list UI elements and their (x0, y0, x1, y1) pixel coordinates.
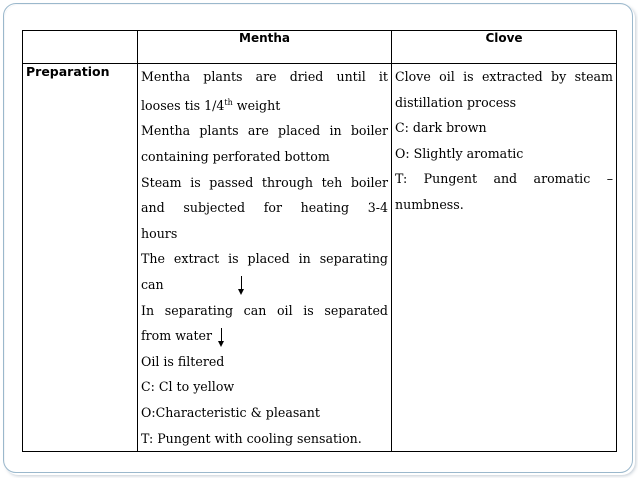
mentha-text: from water (141, 328, 213, 344)
mentha-line: C: Cl to yellow (141, 379, 235, 395)
clove-line: distillation process (395, 94, 517, 110)
clove-line: T: Pungent and aromatic – (395, 171, 613, 187)
comparison-table (22, 30, 617, 452)
down-arrow-icon (218, 328, 225, 346)
mentha-line (141, 272, 388, 298)
mentha-text: weight (232, 97, 281, 113)
mentha-line: Steam is passed through teh boiler (141, 174, 388, 190)
mentha-cell (138, 64, 392, 452)
clove-line: Clove oil is extracted by steam (395, 69, 613, 84)
header-row (23, 31, 617, 64)
down-arrow-icon (238, 276, 245, 294)
preparation-row (23, 64, 617, 452)
mentha-line: T: Pungent with cooling sensation. (141, 430, 362, 446)
superscript-th: th (224, 97, 233, 107)
header-mentha: Mentha (138, 31, 392, 64)
mentha-line: and subjected for heating 3-4 (141, 200, 388, 216)
mentha-line: O:Characteristic & pleasant (141, 404, 320, 420)
mentha-line: hours (141, 225, 178, 241)
clove-line: O: Slightly aromatic (395, 145, 524, 161)
mentha-line (141, 323, 388, 349)
row-label-preparation: Preparation (23, 64, 138, 452)
clove-line: numbness. (395, 196, 464, 212)
header-clove: Clove (392, 31, 617, 64)
mentha-line: In separating can oil is separated (141, 302, 388, 318)
mentha-text: looses tis 1/4 (141, 97, 225, 113)
header-empty-cell (23, 31, 138, 64)
mentha-line: Mentha plants are placed in boiler (141, 123, 388, 139)
mentha-line (141, 90, 388, 119)
mentha-line: Oil is filtered (141, 353, 225, 369)
mentha-text: can (141, 276, 164, 292)
clove-line: C: dark brown (395, 120, 487, 136)
mentha-line: The extract is placed in separating (141, 251, 388, 267)
clove-cell (392, 64, 617, 452)
mentha-line: Mentha plants are dried until it (141, 69, 388, 84)
mentha-line: containing perforated bottom (141, 148, 330, 164)
